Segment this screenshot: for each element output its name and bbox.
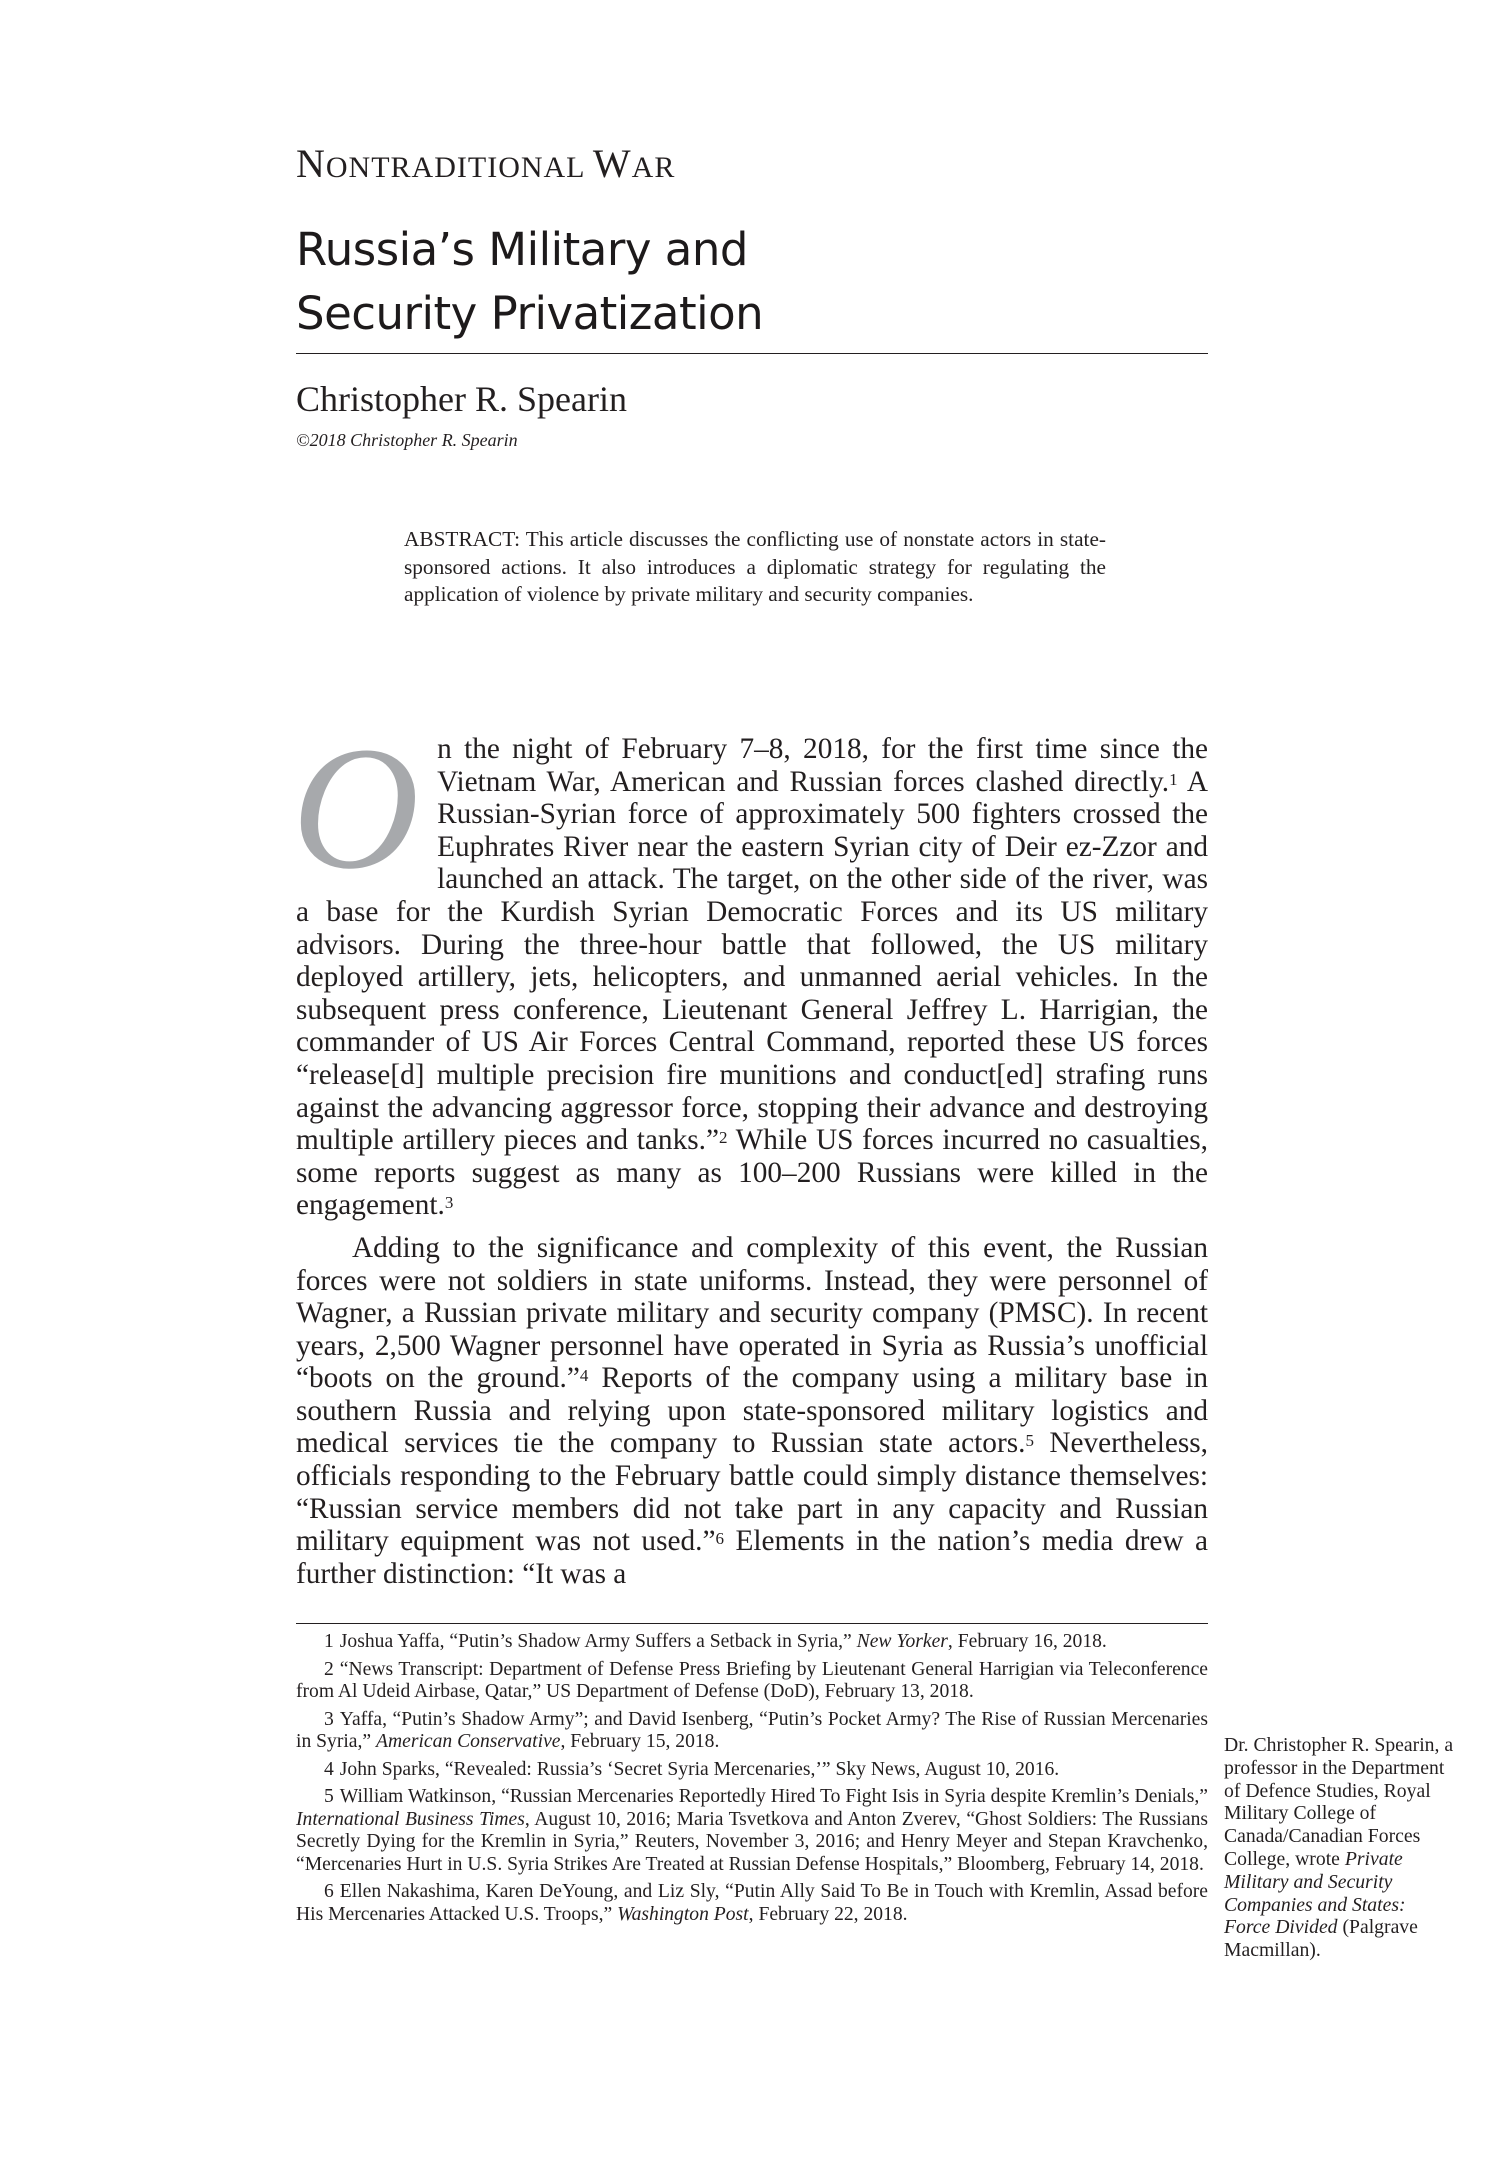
article-body (292, 711, 1208, 1590)
footnote-divider (296, 1623, 1208, 1624)
abstract: ABSTRACT: This article discusses the conflicting use of nonstate actors in state-sponsored actions. It also introduces a diplomatic strategy for regulating the application of violence by private military and security companies. (404, 527, 1106, 606)
footnote-ref-3[interactable]: 3 (444, 1193, 454, 1213)
footnote-3: 3 Yaffa, “Putin’s Shadow Army”; and David Isenberg, “Putin’s Pocket Army? The Rise of Russian Mercenaries in Syria,” American Conservative, February 15, 2018. (296, 1708, 1208, 1752)
article-title (296, 218, 1196, 346)
copyright-notice: ©2018 Christopher R. Spearin (296, 430, 518, 450)
footnote-1: 1 Joshua Yaffa, “Putin’s Shadow Army Suffers a Setback in Syria,” New Yorker, February 16, 2018. (324, 1631, 1107, 1652)
footnote-6: 6 Ellen Nakashima, Karen DeYoung, and Liz Sly, “Putin Ally Said To Be in Touch with Kremlin, Assad before His Mercenaries Attacked U.S. Troops,” Washington Post, February 22, 2018. (296, 1881, 1208, 1925)
footnote-2: 2 “News Transcript: Department of Defense Press Briefing by Lieutenant General Harrigian via Teleconference from Al Udeid Airbase, Qatar,” US Department of Defense (DoD), February 13, 2018. (296, 1658, 1208, 1702)
body-paragraph-1: On the night of February 7–8, 2018, for the first time since the Vietnam War, American and Russian forces clashed directly.$^1$ A Russian-Syrian force of approximately 500 fighters crossed the Euphrates River near the eastern Syrian city of Deir ez-Zzor and launched an attack. The target, on the other side of the river, was a base for the Kurdish Syrian Democratic Forces and its US military advisors. During the three-hour battle that followed, the US military deployed artillery, jets, helicopters, and unmanned aerial vehicles. In the subsequent press conference, Lieutenant General Jeffrey L. Harrigian, the commander of US Air Forces Central Command, reported these US forces “release[d] multiple precision fire munitions and conduct[ed] strafing runs against the advancing aggressor force, stopping their advance and destroying multiple artillery pieces and tanks.”$^2$ While US forces incurred no casualties, some reports suggest as many as 100–200 Russians were killed in the engagement.$^3$ (292, 711, 1208, 1222)
section-label: NONTRADITIONAL WAR (296, 141, 676, 186)
footnote-5: 5 William Watkinson, “Russian Mercenaries Reportedly Hired To Fight Isis in Syria despite Kremlin’s Denials,” International Business Times, August 10, 2016; Maria Tsvetkova and Anton Zverev, “Ghost Soldiers: The Russians Secretly Dying for the Kremlin in Syria,” Reuters, November 3, 2016; and Henry Meyer and Stepan Kravchenko, “Mercenaries Hurt in U.S. Syria Strikes Are Treated at Russian Defense Hospitals,” Bloomberg, February 14, 2018. (296, 1786, 1208, 1875)
footnote-ref-4[interactable]: 4 (579, 1366, 589, 1386)
title-line-1: Russia’s Military and (296, 223, 748, 276)
drop-cap: O (292, 711, 420, 906)
body-paragraph-2: Adding to the significance and complexity of this event, the Russian forces were not soldiers in state uniforms. Instead, they were personnel of Wagner, a Russian private military and security company (PMSC). In recent years, 2,500 Wagner personnel have operated in Syria as Russia’s unofficial “boots on the ground.”$^4$ Reports of the company using a military base in southern Russia and relying upon state-sponsored military logistics and medical services tie the company to Russian state actors.$^5$ Nevertheless, officials responding to the February battle could simply distance themselves: “Russian service members did not take part in any capacity and Russian military equipment was not used.”$^6$ Elements in the nation’s media drew a further distinction: “It was a (296, 1231, 1208, 1590)
footnote-ref-2[interactable]: 2 (718, 1128, 728, 1148)
bio-book-title: Private Military and Security Companies and States: Force Divided (1224, 1847, 1406, 1939)
footnote-ref-5[interactable]: 5 (1025, 1431, 1034, 1451)
author-bio: Dr. Christopher R. Spearin, a professor in the Department of Defence Studies, Royal Military College of Canada/Canadian Forces College, wrote Private Military and Security Companies and States: Force Divided (Palgrave Macmillan). (1224, 1734, 1454, 1962)
author-name: Christopher R. Spearin (296, 379, 627, 419)
title-divider (296, 353, 1208, 354)
footnote-ref-6[interactable]: 6 (715, 1529, 724, 1549)
footnote-4: 4 John Sparks, “Revealed: Russia’s ‘Secret Syria Mercenaries,’” Sky News, August 10, 2016. (324, 1758, 1060, 1780)
footnote-ref-1[interactable]: 1 (1169, 769, 1178, 789)
title-line-2: Security Privatization (296, 287, 764, 340)
footnotes (296, 1631, 1208, 1931)
